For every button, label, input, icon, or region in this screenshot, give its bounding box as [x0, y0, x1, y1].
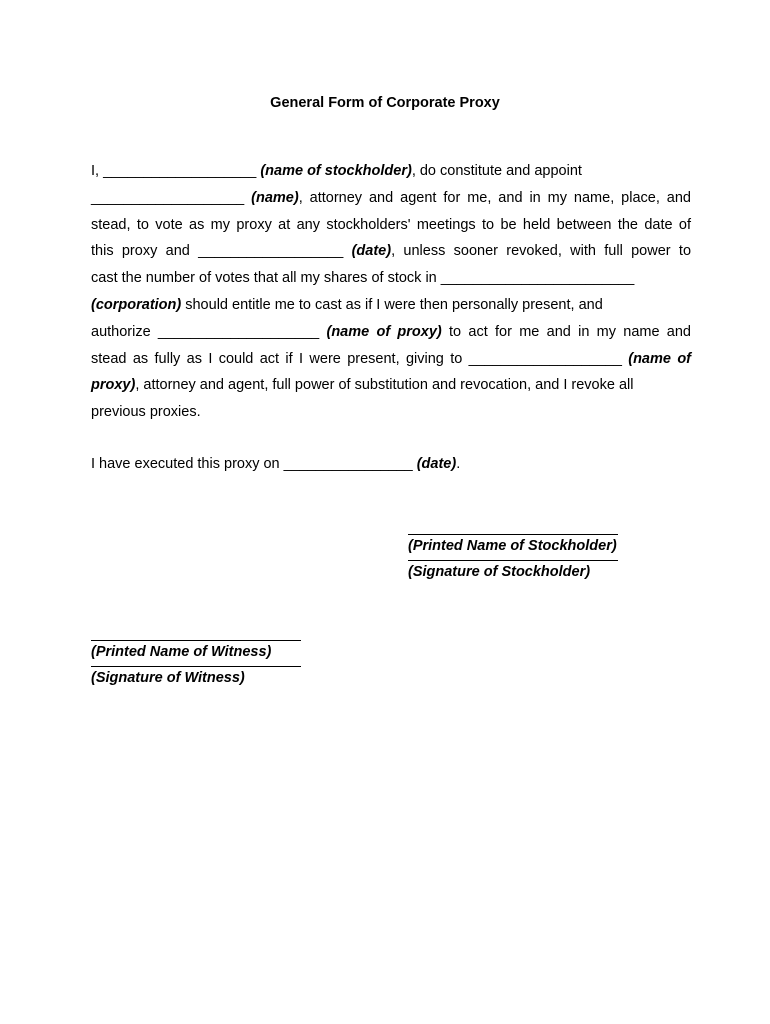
field-label: (date) — [351, 243, 392, 260]
signature-stockholder-label: (Signature of Stockholder) — [408, 564, 591, 580]
paragraph-line: stead, to vote as my proxy at any stockholders' meetings to be held between the date of — [91, 216, 691, 233]
field-label: (name) — [251, 189, 299, 206]
proxy-paragraph — [91, 158, 691, 426]
text-segment: . — [456, 456, 461, 472]
printed-name-line — [91, 640, 301, 641]
document-title: General Form of Corporate Proxy — [270, 95, 500, 111]
field-label: (date) — [416, 456, 457, 472]
executed-statement — [91, 452, 460, 476]
signature-line — [408, 560, 618, 561]
witness-signature-block — [91, 640, 301, 687]
text-segment: ___________________ — [91, 189, 252, 206]
stockholder-signature-block — [408, 534, 618, 581]
text-segment: , attorney and agent for me, and in my name, place, and — [298, 189, 691, 206]
field-label: (name of — [628, 350, 692, 367]
paragraph-line — [91, 185, 691, 212]
signature-witness-label: (Signature of Witness) — [91, 670, 245, 686]
printed-name-witness-label: (Printed Name of Witness) — [91, 644, 272, 660]
paragraph-line — [91, 346, 691, 373]
field-label: proxy) — [91, 377, 136, 394]
text-segment: stead as fully as I could act if I were present, giving to ___________________ — [91, 350, 629, 367]
paragraph-line: previous proxies. — [91, 404, 201, 421]
paragraph-line — [91, 292, 691, 319]
field-label: (name of proxy) — [326, 323, 442, 340]
text-segment: this proxy and __________________ — [91, 243, 352, 260]
field-label: (corporation) — [91, 296, 182, 313]
paragraph-line: cast the number of votes that all my shares of stock in ________________________ — [91, 270, 635, 287]
text-segment: should entitle me to cast as if I were then personally present, and — [181, 296, 603, 313]
printed-name-stockholder-label: (Printed Name of Stockholder) — [408, 538, 617, 554]
field-label: (name of stockholder) — [260, 163, 412, 179]
text-segment: I, ___________________ — [91, 163, 261, 179]
text-segment: to act for me and in my name and — [441, 323, 691, 340]
paragraph-line — [91, 372, 691, 399]
printed-name-line — [408, 534, 618, 535]
text-segment: authorize ____________________ — [91, 323, 327, 340]
paragraph-line — [91, 319, 691, 346]
text-segment: , attorney and agent, full power of substitution and revocation, and I revoke all — [135, 377, 634, 394]
text-segment: I have executed this proxy on ________________ — [91, 456, 417, 472]
text-segment: , do constitute and appoint — [411, 163, 582, 179]
signature-line — [91, 666, 301, 667]
paragraph-line — [91, 238, 691, 265]
paragraph-line — [91, 158, 691, 185]
text-segment: , unless sooner revoked, with full power to — [391, 243, 692, 260]
